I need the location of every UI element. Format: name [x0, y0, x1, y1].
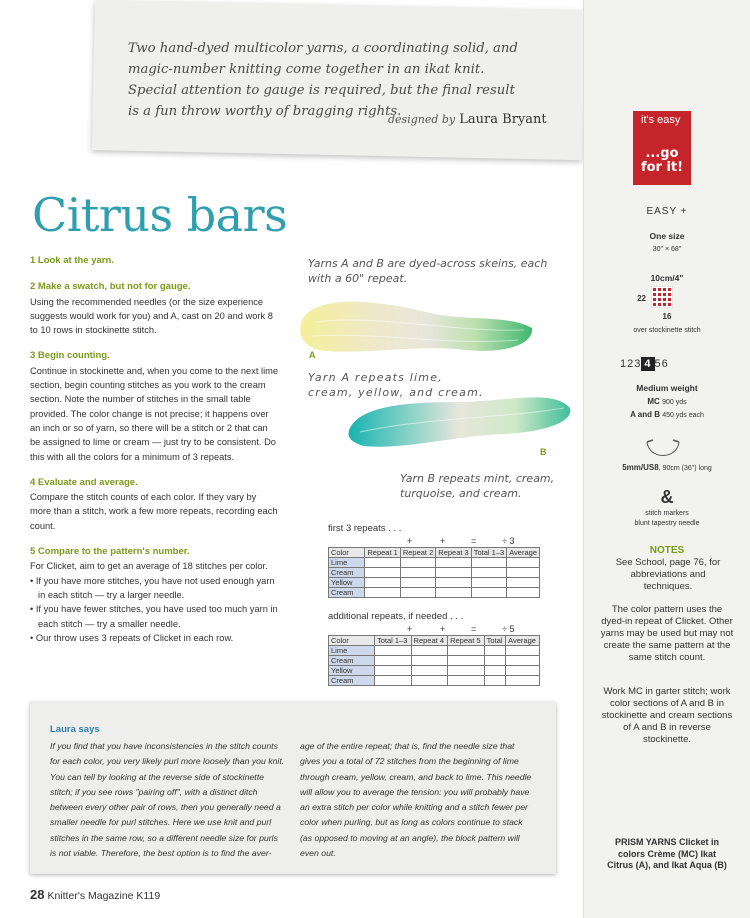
- step-body: Continue in stockinette and, when you come to the next lime section, begin counting stitches as you work to the cream section. Note the number of stitches in the small table provided. The color change is not precise; it happens over an inch or so of yarn, so there will be a stitch or 2 that can be assigned to lime or cream — just try to be consistent. Do this with all the colors for a minimum of 3 repeats.: [30, 365, 279, 462]
- step-heading: 1 Look at the yarn.: [30, 255, 114, 266]
- table-header: Average: [507, 548, 540, 558]
- yarn-a-skein-image: [296, 292, 536, 364]
- designer-name: Laura Bryant: [459, 112, 547, 127]
- table-row: Lime: [329, 558, 540, 568]
- table-header: Repeat 5: [448, 636, 485, 646]
- notes-work-mc: Work MC in garter stitch; work color sections of A and B in stockinette and cream sections of A and B in reverse stockinette.: [601, 686, 733, 745]
- step-body: Compare the stitch counts of each color. If they vary by more than a stitch, work a few more repeats, recording each count.: [30, 492, 278, 531]
- its-easy-badge: [633, 111, 691, 185]
- intro-text: Two hand-dyed multicolor yarns, a coordinating solid, and magic-number knitting come together in an ikat knit. Special attention to gauge is required, but the final result is a fun throw worthy of bragging rights.: [128, 41, 518, 119]
- table-header: Total: [484, 636, 505, 646]
- table-header: Color: [329, 636, 375, 646]
- notes-school: See School, page 76, for abbreviations and techniques.: [615, 557, 721, 592]
- gauge-grid-icon: [651, 286, 673, 308]
- gauge-note: over stockinette stitch: [633, 327, 701, 334]
- step-heading: 4 Evaluate and average.: [30, 476, 138, 488]
- table2-op: ÷ 5: [502, 624, 515, 634]
- table1-op: ÷ 3: [502, 536, 515, 546]
- notes-heading: NOTES: [649, 545, 685, 556]
- notions-2: blunt tapestry needle: [634, 520, 700, 527]
- table-header: Repeat 4: [411, 636, 448, 646]
- yarn-b-label: B: [540, 447, 547, 457]
- laura-says-heading: Laura says: [50, 724, 100, 735]
- table1-op: +: [440, 536, 446, 546]
- table-header-row: [329, 548, 540, 558]
- laura-says-col1: If you find that you have inconsistencies in the stitch counts for each color, you very likely purl more loosely than you knit. You can tell by looking at the reverse side of stockinette stitch; if you see rows "pairing off", with a distinct ditch between every other pair of rows, then you generally need a smaller needle for purl stitches. Here we use knit and purl stitches in the same row, so a different needle size for purls is not viable. Therefore, the best option is to find the aver-: [50, 741, 285, 859]
- step-heading: 3 Begin counting.: [30, 350, 110, 362]
- table-header: Repeat 2: [400, 548, 435, 558]
- list-item: • Our throw uses 3 repeats of Clicket in each row.: [30, 632, 234, 643]
- table-row: Cream: [329, 588, 540, 598]
- badge-top-text: it's easy: [641, 114, 681, 126]
- table-row: Cream: [329, 656, 540, 666]
- step-body: For Clicket, aim to get an average of 18 stitches per color.: [30, 561, 268, 572]
- table-row: Lime: [329, 646, 540, 656]
- table2-op: +: [440, 624, 446, 634]
- stitch-count-table-2: [328, 635, 540, 686]
- step-body: Using the recommended needles (or the size experience suggests would work for you) and A, cast on 20 and work 8 to 10 rows in stockinette stitch.: [30, 296, 273, 336]
- skill-level: EASY +: [646, 206, 688, 217]
- designer-credit: [388, 112, 547, 127]
- table-header: Average: [506, 636, 540, 646]
- page-footer: [30, 887, 160, 902]
- list-item: • If you have more stitches, you have not used enough yarn in each stitch — try a larger needle.: [30, 575, 275, 600]
- table-row: Cream: [329, 568, 540, 578]
- page-number: 28: [30, 887, 45, 902]
- ab-yardage: A and B 450 yds each: [630, 410, 704, 419]
- table-header: Repeat 3: [436, 548, 471, 558]
- stitch-count-table-1: [328, 547, 540, 598]
- step-heading: 5 Compare to the pattern's number.: [30, 546, 190, 558]
- circular-needle-icon: [645, 438, 681, 460]
- table-header: Total 1–3: [471, 548, 506, 558]
- yarn-a-label: A: [309, 350, 316, 360]
- badge-bottom-text: ...go for it!: [640, 146, 684, 175]
- needle-spec: 5mm/US8, 90cm (36") long: [622, 463, 712, 472]
- yarn-caption-top: Yarns A and B are dyed-across skeins, each with a 60" repeat.: [308, 257, 548, 285]
- laura-says-col2: age of the entire repeat; that is, find the needle size that gives you a total of 72 stitches from the beginning of lime through cream, yellow, cream, and back to lime. This needle will allow you to average the tension: you will probably have an extra stitch per color while knitting and a stitch fewer per color when purling, but as long as colors continue to stack (as opposed to moving at an angle), the block pattern will even out.: [300, 741, 532, 859]
- tips-list: [30, 574, 280, 645]
- gauge-label: 10cm/4": [650, 273, 684, 283]
- yarn-b-skein-image: [344, 388, 574, 454]
- designed-by-label: designed by: [388, 113, 456, 126]
- table-header: Repeat 1: [365, 548, 400, 558]
- notions-ampersand: &: [660, 487, 674, 507]
- table-header-row: [329, 636, 540, 646]
- yarn-b-caption: Yarn B repeats mint, cream, turquoise, and cream.: [400, 472, 555, 500]
- size-value: 30" × 68": [652, 246, 682, 253]
- notes-color-pattern: The color pattern uses the dyed-in repeat of Clicket. Other yarns may be used but may not create the same pattern at the same stitch count.: [600, 604, 734, 663]
- laura-says-box: [30, 702, 556, 874]
- size-label: One size: [649, 231, 685, 241]
- weight-label: Medium weight: [636, 383, 698, 393]
- table2-op: +: [407, 624, 413, 634]
- table1-op: +: [407, 536, 413, 546]
- table-header: Color: [329, 548, 365, 558]
- step-heading: 2 Make a swatch, but not for gauge.: [30, 281, 191, 293]
- table-row: Cream: [329, 676, 540, 686]
- notions-1: stitch markers: [645, 510, 689, 517]
- table-header: Total 1–3: [375, 636, 412, 646]
- table1-caption: first 3 repeats . . .: [328, 523, 402, 534]
- steps-column: [30, 254, 280, 645]
- mc-yardage: MC 900 yds: [647, 397, 687, 406]
- yarn-credit: PRISM YARNS Clicket in colors Crème (MC) Ikat Citrus (A), and Ikat Aqua (B): [607, 837, 727, 870]
- weight-scale: 123 4 56: [620, 358, 669, 370]
- table-row: Yellow: [329, 578, 540, 588]
- table2-caption: additional repeats, if needed . . .: [328, 611, 464, 622]
- magazine-name: Knitter's Magazine K119: [47, 890, 161, 902]
- page-title: Citrus bars: [32, 188, 288, 242]
- table-row: Yellow: [329, 666, 540, 676]
- table1-op: =: [471, 536, 477, 546]
- gauge-sts: 16: [662, 312, 672, 321]
- list-item: • If you have fewer stitches, you have used too much yarn in each stitch — try a smaller needle.: [30, 604, 278, 629]
- table2-op: =: [471, 624, 477, 634]
- yarn-a-caption: Yarn A repeats lime, cream, yellow, and cream.: [308, 371, 484, 399]
- gauge-rows: 22: [637, 294, 646, 303]
